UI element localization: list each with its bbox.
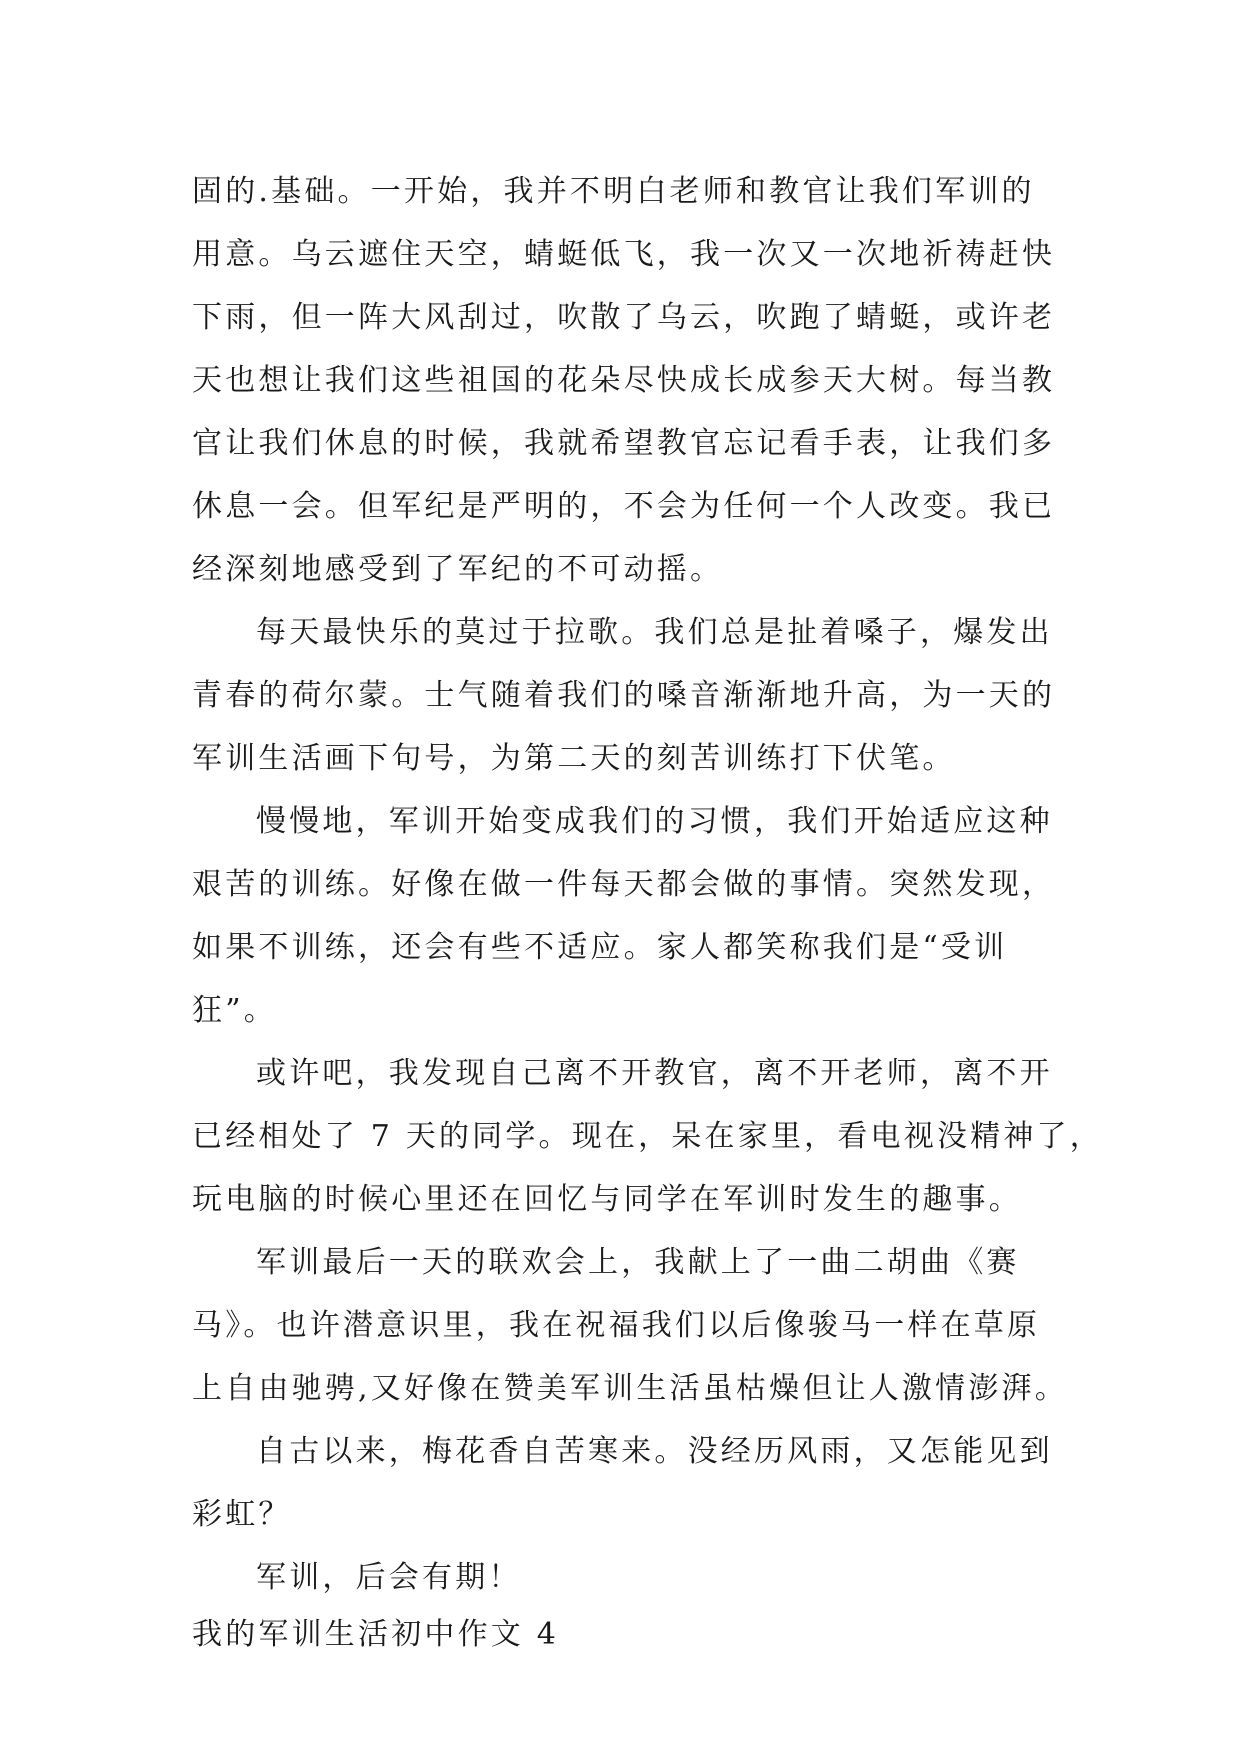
- text-line: 天也想让我们这些祖国的花朵尽快成长成参天大树。每当教: [192, 363, 1056, 398]
- text-line: 休息一会。但军纪是严明的，不会为任何一个人改变。我已: [192, 489, 1056, 524]
- paragraph-first-line: 自古以来，梅花香自苦寒来。没经历风雨，又怎能见到: [256, 1434, 1053, 1469]
- text-line: 军训生活画下句号，为第二天的刻苦训练打下伏笔。: [192, 741, 956, 776]
- text-line: 下雨，但一阵大风刮过，吹散了乌云，吹跑了蜻蜓，或许老: [192, 300, 1056, 335]
- text-line: 固的.基础。一开始，我并不明白老师和教官让我们军训的: [192, 174, 1035, 209]
- text-line: 马》。也许潜意识里，我在祝福我们以后像骏马一样在草原: [192, 1308, 1041, 1343]
- text-line: 玩电脑的时候心里还在回忆与同学在军训时发生的趣事。: [192, 1182, 1022, 1217]
- text-line: 艰苦的训练。好像在做一件每天都会做的事情。突然发现，: [192, 867, 1056, 902]
- paragraph-first-line: 慢慢地，军训开始变成我们的习惯，我们开始适应这种: [256, 804, 1053, 839]
- text-line: 官让我们休息的时候，我就希望教官忘记看手表，让我们多: [192, 426, 1056, 461]
- text-line: 狂”。: [192, 993, 277, 1028]
- text-line: 上自由驰骋,又好像在赞美军训生活虽枯燥但让人激情澎湃。: [192, 1371, 1068, 1406]
- text-line: 已经相处了 7 天的同学。现在，呆在家里，看电视没精神了，: [192, 1119, 1103, 1154]
- paragraph-first-line: 每天最快乐的莫过于拉歌。我们总是扯着嗓子，爆发出: [256, 615, 1053, 650]
- essay-body: [192, 160, 1103, 1666]
- text-line: 如果不训练，还会有些不适应。家人都笑称我们是“受训: [192, 930, 1008, 965]
- text-line: 青春的荷尔蒙。士气随着我们的嗓音渐渐地升高，为一天的: [192, 678, 1056, 713]
- section-heading: 我的军训生活初中作文 4: [192, 1617, 560, 1652]
- text-line: 经深刻地感受到了军纪的不可动摇。: [192, 552, 724, 587]
- paragraph-first-line: 军训最后一天的联欢会上，我献上了一曲二胡曲《赛: [256, 1245, 1020, 1280]
- text-line: 用意。乌云遮住天空，蜻蜓低飞，我一次又一次地祈祷赶快: [192, 237, 1056, 272]
- paragraph-first-line: 军训，后会有期！: [256, 1560, 522, 1595]
- text-line: 彩虹？: [192, 1497, 292, 1532]
- paragraph-first-line: 或许吧，我发现自己离不开教官，离不开老师，离不开: [256, 1056, 1053, 1091]
